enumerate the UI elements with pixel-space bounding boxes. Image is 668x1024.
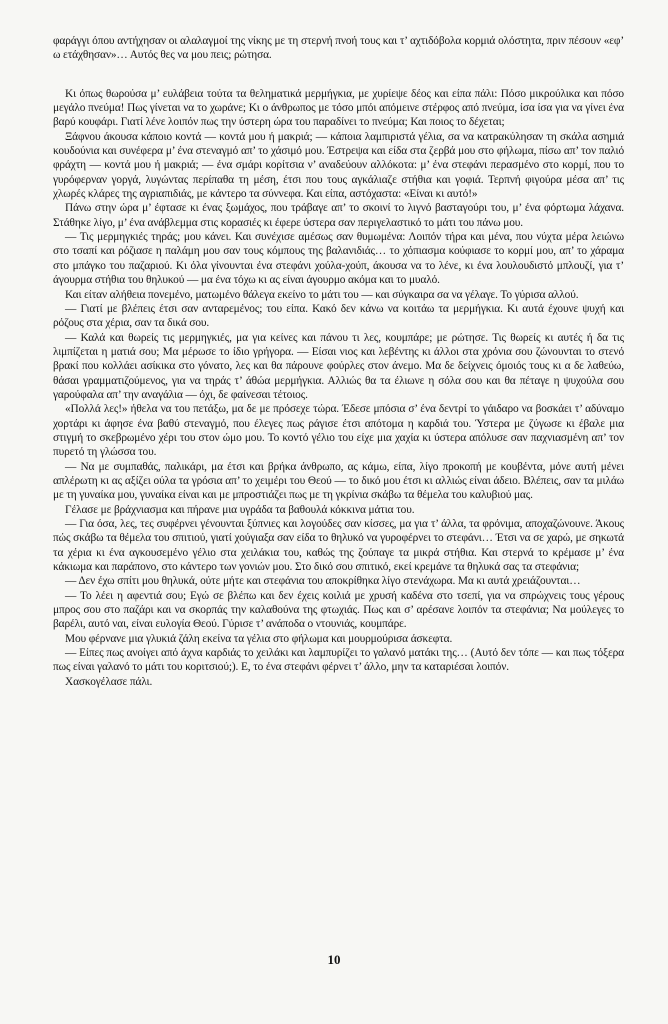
paragraph: Κι όπως θωρούσα μ’ ευλάβεια τούτα τα θεληματικά μερμήγκια, με χυρίεψε δέος και είπα πάλι: Πόσο μικρούλικα και πόσο μεγάλο πνεύμα! Πως γίνεται να το χωράνε; Κι ο άνθρωπος με τόσο μπόι απόμεινε στέρφος από πνεύμα, ίσα ίσα για να γίνει ένα βαρύ κουφάρι. Γιατί λένε λοιπόν πως την ύστερη ώρα του παραδίνει το πνεύμα; Και ποιος το δέχεται; — [53, 87, 624, 129]
paragraph: Μου φέρνανε μια γλυκιά ζάλη εκείνα τα γέλια στο φήλωμα και μουρμούρισα άσκεφτα. — [65, 632, 453, 645]
paragraph: Χασκογέλασε πάλι. — [65, 675, 153, 688]
paragraph: — Για όσα, λες, τες συφέρνει γένουνται ξύπνιες και λογούδες σαν κίσσες, μα για τ’ άλλα, τα φρόνιμα, αποχαζώνουνε. Άκους πώς σκάβω τα θέμελα του σπιτιού, γιατί χούγιαξα σαν είδα το θηλυκό να γυροφέρνει το στεφάνι… Έτσι να σε χαρώ, με σηκωτά τα χέρια κι ένα αγκουσεμένο γέλιο στα χειλάκια του, καθώς της ζούπαγε τα μικρά στήθια. Και στερνά το κρέμασε μ’ ένα κάκιωμα και παράπονο, στο κάντερο των γονιών μου. Στο δικό σου σπιτικό, εκεί κρεμάνε τα θηλυκά σας τα στεφάνια; — [53, 518, 624, 574]
paragraph: Πάνω στην ώρα μ’ έφτασε κι ένας ξωμάχος, που τράβαγε απ’ το σκοινί το λιγνό βασταγούρι του, μ’ ένα φόρτωμα λάχανα. Στάθηκε λίγο, μ’ ένα ανάβλεμμα στις κορασιές κι έφερε ύστερα σαν περιγελαστικό το μάτι του πάνω μου. — [53, 202, 624, 229]
paragraph: — Τις μερμηγκιές τηράς; μου κάνει. Και συνέχισε αμέσως σαν θυμωμένα: Λοιπόν τήρα και μένα, που νύχτα μέρα λειώνω στο τσαπί και ρόζιασε η παλάμη μου σαν τους κόμπους της βαλανιδιάς… το χόπιασμα κούφιασε το κορμί μου, απ’ το χάραμα στο μπάγκο του παζαριού. Κι όλα γίνουνται ένα στεφάνι χούλα-χούπ, άκουσα να το λένε, κι ένα λουλουδιστό μπλουζί, για τ’ άγουρμα στήθια του θηλυκού — μα ένα τόχω κι ας είναι άγουρμο ακόμα και το μυαλό. — [53, 231, 624, 287]
paragraph-continued: φαράγγι όπου αντήχησαν οι αλαλαγμοί της νίκης με τη στερνή πνοή τους και τ’ αχτιδόβολα κορμιά ολόστητα, πριν πέσουν «εφ’ ω ετάχθησαν»… Αυτός θες να μου πεις; ρώτησα. — [53, 35, 624, 62]
paragraph: — Δεν έχω σπίτι μου θηλυκά, ούτε μήτε και στεφάνια του αποκρίθηκα λίγο στενάχωρα. Μα κι αυτά χρειάζουνται… — [65, 575, 581, 588]
paragraph: — Γιατί με βλέπεις έτσι σαν ανταρεμένος; του είπα. Κακό δεν κάνω να κοιτάω τα μερμήγκια. Κι αυτά έχουνε ψυχή και ρόζους στα χέρια, σαν τα δικά σου. — [53, 302, 624, 330]
paragraph: — Να με συμπαθάς, παλικάρι, μα έτσι και βρήκα άνθρωπο, ας κάμω, είπα, λίγο προκοπή με κουβέντα, μόνε αυτή μένει απλέρωτη κι ας αξίζει ούλα τα γρόσια απ’ το χειμέρι του Θεού — το δικό μου έτσι κι αλλιώς είναι άδειο. Βλέπεις, σαν τα μιλάω με τη γυναίκα μου, γυναίκα είναι και με μπροστιάζει πως με τη γκρίνια σκάβω τα θέμελα του καλυβιού μας. — [53, 460, 624, 502]
body-text — [53, 34, 624, 689]
page-number: 10 — [327, 952, 341, 967]
paragraph: — Καλά και θωρείς τις μερμηγκιές, μα για κείνες και πάνου τι λες, κουμπάρε; με ρώτησε. Τις θωρείς κι αυτές ή δα τις λιμπίζεται η ματιά σου; Μα μέρωσε το ίδιο γρήγορα. — Είσαι νιος και λεβέντης κι άλλοι στα χρόνια σου ζώνουνται το στενό βρακί που κολλάει ασίκικα στο γόνατο, λες και θα πάρουνε φούρλες στον άνεμο. Μα δε δείχνεις όμοιός τους κι α δε λαθεύω, θάσαι γραμματιζούμενος, για να τηράς τ’ άθώα μερμήγκια. Αλλιώς θα τα έλιωνε η σόλα σου και θα πέταγε η ψυχούλα σου γαρούφαλα απ’ την αναγάλια — όχι, δε φαίνεσαι τέτοιος. — [53, 331, 624, 401]
paragraph: — Είπες πως ανοίγει από άχνα καρδιάς το χειλάκι και λαμπυρίζει το γαλανό ματάκι της… (Αυτό δεν τόπε — και πως τόξερα πως είναι γαλανό το μάτι του κοριτσιού;). Ε, το ένα στεφάνι φέρνει τ’ άλλο, μην τα καταριέσαι λοιπόν. — [53, 647, 624, 674]
paragraph: Και είταν αλήθεια πονεμένο, ματωμένο θάλεγα εκείνο το μάτι του — και σύγκαιρα σα να γέλαγε. Το γύρισα αλλού. — [65, 288, 579, 301]
paragraph: Γέλασε με βράχνιασμα και πήρανε μια υγράδα τα βαθουλά κόκκινα μάτια του. — [65, 503, 415, 516]
paragraph: «Πολλά λες!» ήθελα να του πετάξω, μα δε με πρόσεχε τώρα. Έδεσε μπόσια σ’ ένα δεντρί το γάιδαρο να βοσκάει τ’ αδύναμο χορτάρι κι άφησε ένα βαθύ στεναγμό, που έλεγες πως ράγισε έτσι απότομα η καρδιά του. Ύστερα με ζύγωσε κι έβαλε μια στιγμή το σκεβρωμένο χέρι του στον ώμο μου. Το κοντό γέλιο του είχε μια χαχία κι ύστερα απόλυσε σαν παχνιασμένη απ’ τον πυρετό τη γλώσσα του. — [53, 403, 624, 459]
paragraph: Ξάφνου άκουσα κάποιο κοντά — κοντά μου ή μακριά; — κάποια λαμπιριστά γέλια, σα να κατρακύλησαν τη σκάλα ασημιά κουδούνια και συνέφερα μ’ ένα στεναγμό απ’ το χάσιμό μου. Έστρεψα και είδα στα ζερβά μου στο φήλωμα, πίσω απ’ τον παλιό φράχτη — κοντά μου ή μακριά; — ένα σμάρι κορίτσια ν’ αναδεύουν αλλόκοτα: μ’ ένα στεφάνι περασμένο στο κορμί, που το γυρόφερναν γοργά, λυγώντας περίπαθα τη μέση, έτσι που τους αγκάλιαζε στήθια και γοφιά. Τερπνή φιγούρα μέσα απ’ τις χλωρές κλάρες της αγριαπιδιάς, με κάντερο τα σύννεφα. Και είπα, αστόχαστα: «Είναι κι αυτό!» — [53, 130, 624, 201]
paragraph: — Το λέει η αφεντιά σου; Εγώ σε βλέπω και δεν έχεις κοιλιά με χρυσή καδένα στο τσεπί, για να σπρώχνεις τους γέρους μπρος σου στο παζάρι και να σκορπάς την καλαθούνα της φτωχιάς. Πως και σ’ αρέσανε λοιπόν τα στεφάνια; Να μούλεγες το βαρέλι, αυτό ναι, είναι ευλογία Θεού. Γύρισε τ’ ανάποδα ο ντουνιάς, κουμπάρε. — [53, 589, 624, 631]
